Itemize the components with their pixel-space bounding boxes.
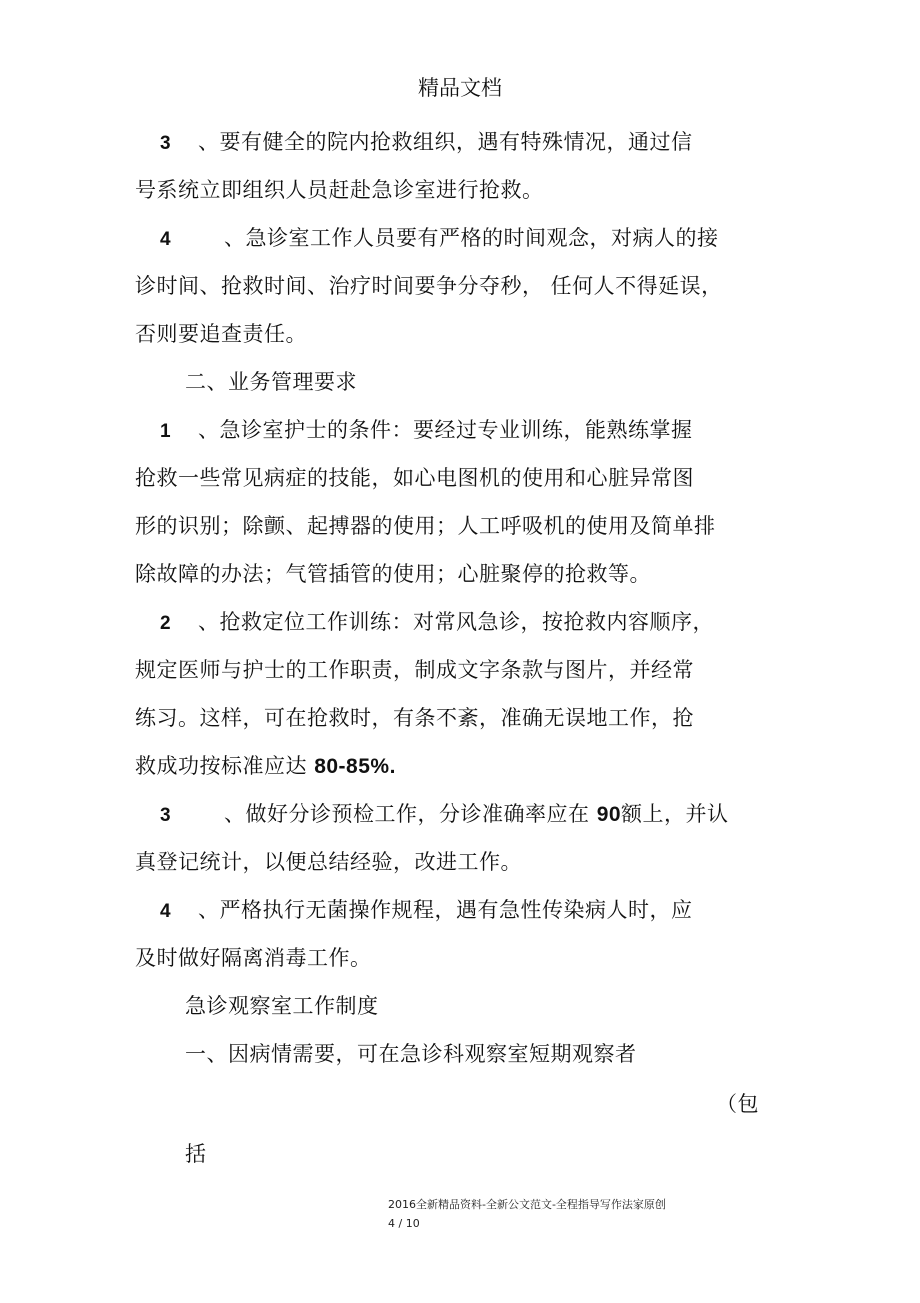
paragraph-4-line-3: 否则要追查责任。 [135, 322, 307, 346]
item-number: 3 [160, 805, 172, 826]
section-title-observation-room: 急诊观察室工作制度 [185, 994, 379, 1018]
item-number: 1 [160, 421, 172, 442]
paragraph-1-line-4: 除故障的办法；气管插管的使用；心脏聚停的抢救等。 [135, 562, 651, 586]
paragraph-text: 、抢救定位工作训练：对常风急诊，按抢救内容顺序， [198, 610, 714, 634]
section-heading-business-management: 二、业务管理要求 [185, 370, 357, 394]
paragraph-text: 、严格执行无菌操作规程，遇有急性传染病人时，应 [198, 898, 693, 922]
item-number: 4 [160, 229, 172, 250]
paragraph-4-line-2: 诊时间、抢救时间、治疗时间要争分夺秒， 任何人不得延误， [135, 274, 723, 298]
paragraph-3b-line-1 [160, 800, 729, 830]
page-header-title: 精品文档 [418, 76, 502, 100]
page-number: 4 / 10 [388, 1217, 420, 1230]
paragraph-text: 、急诊室工作人员要有严格的时间观念，对病人的接 [224, 226, 719, 250]
paragraph-2-line-4 [135, 752, 396, 781]
paragraph-2-line-3: 练习。这样，可在抢救时，有条不紊，准确无误地工作，抢 [135, 706, 694, 730]
paragraph-1-line-3: 形的识别；除颤、起搏器的使用；人工呼吸机的使用及简单排 [135, 514, 716, 538]
paragraph-text: 、做好分诊预检工作，分诊准确率应在 [224, 802, 597, 826]
kuo-fragment: 括 [185, 1142, 207, 1166]
item-number: 4 [160, 901, 172, 922]
paragraph-4b-line-2: 及时做好隔离消毒工作。 [135, 946, 372, 970]
paragraph-2-line-1 [160, 608, 714, 638]
standard-rate-value: 80-85%. [314, 755, 396, 778]
observation-item-1: 一、因病情需要，可在急诊科观察室短期观察者 [185, 1042, 637, 1066]
paragraph-4b-line-1 [160, 896, 693, 926]
paragraph-3-line-1 [160, 128, 693, 158]
paragraph-text: 救成功按标准应达 [135, 754, 315, 778]
triage-rate-value: 90 [596, 803, 622, 826]
item-number: 3 [160, 133, 172, 154]
paragraph-4-line-1 [160, 224, 719, 254]
paragraph-3b-line-2: 真登记统计，以便总结经验，改进工作。 [135, 850, 522, 874]
footer-note: 2016全新精品资料-全新公文范文-全程指导写作法家原创 [388, 1198, 666, 1211]
paragraph-text: 额上，并认 [621, 802, 729, 826]
paragraph-text: 、要有健全的院内抢救组织，遇有特殊情况，通过信 [198, 130, 693, 154]
paragraph-text: 、急诊室护士的条件：要经过专业训练，能熟练掌握 [198, 418, 693, 442]
paragraph-1-line-1 [160, 416, 693, 446]
item-number: 2 [160, 613, 172, 634]
paragraph-1-line-2: 抢救一些常见病症的技能，如心电图机的使用和心脏异常图 [135, 466, 694, 490]
paragraph-2-line-2: 规定医师与护士的工作职责，制成文字条款与图片，并经常 [135, 658, 694, 682]
paragraph-3-line-2: 号系统立即组织人员赶赴急诊室进行抢救。 [135, 178, 544, 202]
paren-fragment: （包 [716, 1092, 759, 1116]
